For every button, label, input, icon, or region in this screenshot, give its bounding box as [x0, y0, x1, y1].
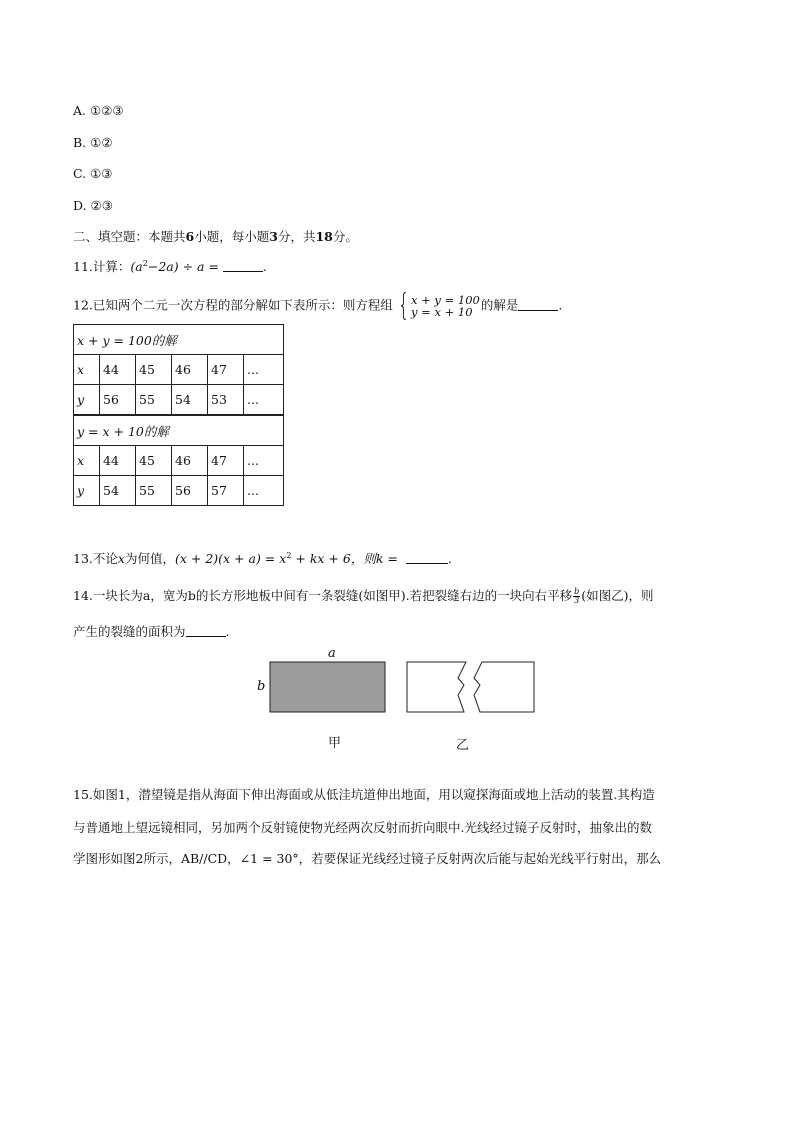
table-row: x 44 45 46 47 ...: [74, 355, 284, 385]
question-14-line2: 产生的裂缝的面积为 .: [73, 624, 230, 639]
question-14: 14.一块长为a，宽为b的长方形地板中间有一条裂缝(如图甲).若把裂缝右边的一块向右平移 $\frac{b}{3}$ (如图乙)，则: [73, 587, 654, 605]
option-a: A. ①②③: [73, 103, 124, 118]
table-row: y 56 55 54 53 ...: [74, 385, 284, 416]
answer-blank: [186, 624, 226, 637]
figure-caption-yi: 乙: [456, 738, 470, 753]
option-d: D. ②③: [73, 198, 113, 213]
question-15-line2: 与普通地上望远镜相同，另加两个反射镜使物光经两次反射而折向眼中.光线经过镜子反射时，抽象出的数: [73, 820, 652, 835]
figure-label-a: a: [328, 646, 336, 661]
question-12: 12.已知两个二元一次方程的部分解如下表所示：则方程组 { x + y = 100 y = x + 10 的解是 .: [73, 288, 563, 323]
crack-figure: [250, 640, 550, 720]
answer-blank: [223, 259, 263, 272]
figure-caption-jia: 甲: [328, 736, 342, 751]
equation-system: { x + y = 100 y = x + 10: [397, 288, 480, 323]
figure-yi-left-piece: [407, 662, 466, 712]
question-11: 11.计算：$(a^2-2a) \div a$ = .: [73, 259, 267, 274]
section-heading: 二、填空题：本题共6小题，每小题3分，共18分。: [73, 229, 358, 244]
solution-table: [73, 324, 284, 506]
option-b: B. ①②: [73, 135, 113, 150]
figure-yi-right-piece: [474, 662, 534, 712]
table-title-1: x + y = 100的解: [74, 325, 284, 355]
answer-blank: [406, 551, 448, 564]
table-row: y 54 55 56 57 ...: [74, 476, 284, 506]
figure-label-b: b: [257, 679, 266, 694]
question-15-line1: 15.如图1，潜望镜是指从海面下伸出海面或从低洼坑道伸出地面，用以窥探海面或地上活动的装置.其构造: [73, 787, 655, 802]
fraction: $\frac{b}{3}$: [574, 587, 580, 605]
answer-blank: [518, 298, 558, 311]
question-15-line3: 学图形如图2所示，AB//CD，∠1 = 30°，若要保证光线经过镜子反射两次后能与起始光线平行射出，那么: [73, 851, 662, 866]
question-13: 13.不论x为何值，$(x + 2)(x + a) = x^2$ + kx + 6，则k = .: [73, 551, 452, 566]
table-row: x 44 45 46 47 ...: [74, 446, 284, 476]
table-title-2: y = x + 10的解: [74, 415, 284, 446]
option-c: C. ①③: [73, 166, 113, 181]
figure-jia-rect: [270, 662, 385, 712]
